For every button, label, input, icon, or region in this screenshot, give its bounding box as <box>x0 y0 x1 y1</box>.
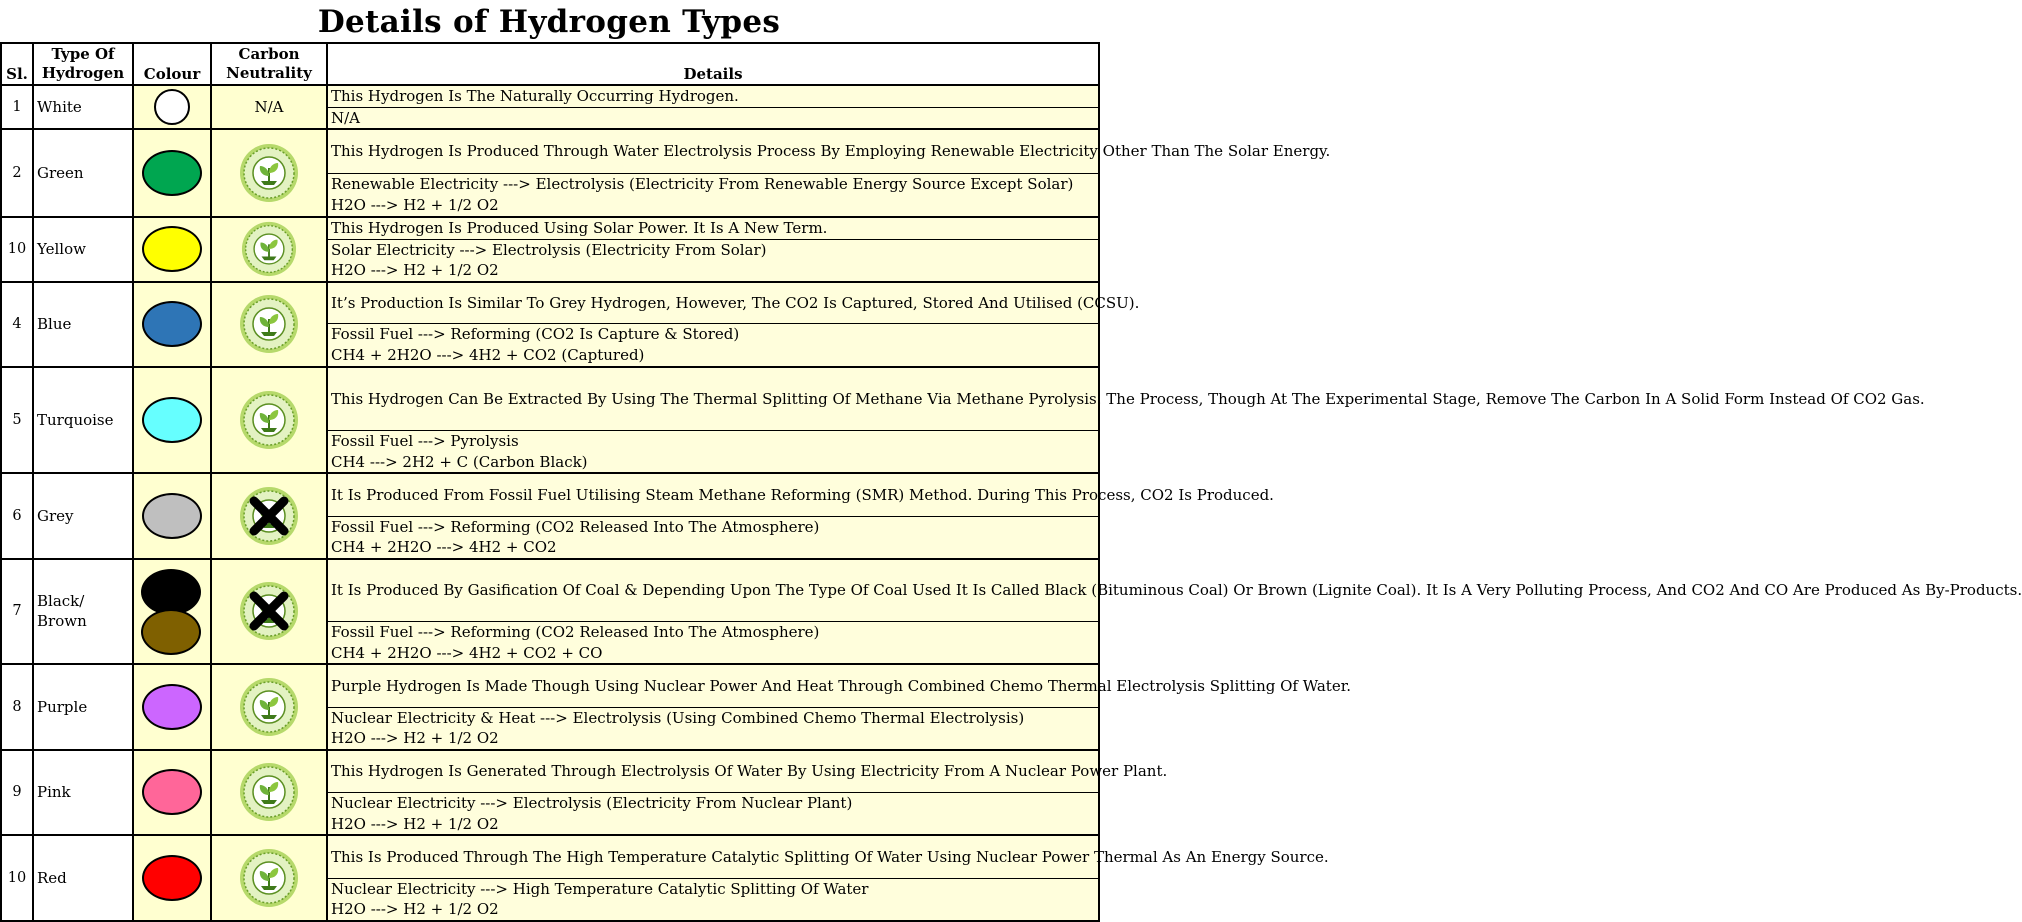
header-neutrality-line2: Neutrality <box>226 64 312 82</box>
neutrality-cell <box>211 559 327 665</box>
colour-swatch-cell <box>133 282 211 367</box>
header-type <box>33 43 133 85</box>
row-equation: CH4 ---> 2H2 + C (Carbon Black) <box>331 452 588 471</box>
table-row <box>1 367 1099 431</box>
row-type: Green <box>33 129 133 217</box>
row-equation: CH4 + 2H2O ---> 4H2 + CO2 <box>331 538 557 556</box>
colour-dot <box>142 855 202 901</box>
neutrality-cell <box>211 664 327 750</box>
carbon-neutral-badge-icon <box>239 390 299 450</box>
colour-swatch-cell <box>133 473 211 559</box>
page-title: Details of Hydrogen Types <box>317 4 781 40</box>
neutrality-cell <box>211 367 327 474</box>
row-process: Fossil Fuel ---> Reforming (CO2 Released Into The Atmosphere) <box>331 623 820 641</box>
row-sl: 7 <box>1 559 33 665</box>
header-colour: Colour <box>133 43 211 85</box>
colour-swatch-cell <box>133 559 211 665</box>
colour-dot <box>142 150 202 196</box>
neutrality-cell <box>211 282 327 367</box>
row-process: Nuclear Electricity & Heat ---> Electrolysis (Using Combined Chemo Thermal Electrolysis) <box>331 708 1025 727</box>
table-row <box>1 129 1099 173</box>
row-equation: H2O ---> H2 + 1/2 O2 <box>331 900 499 918</box>
row-type: Pink <box>33 750 133 836</box>
table-row <box>1 559 1099 622</box>
row-equation: H2O ---> H2 + 1/2 O2 <box>331 729 499 747</box>
row-equation: CH4 + 2H2O ---> 4H2 + CO2 (Captured) <box>331 345 645 364</box>
row-type: Yellow <box>33 217 133 282</box>
row-type: Turquoise <box>33 367 133 474</box>
carbon-neutral-badge-icon <box>239 143 299 203</box>
row-equation: CH4 + 2H2O ---> 4H2 + CO2 + CO <box>331 643 603 662</box>
not-carbon-neutral-badge-icon <box>239 581 299 641</box>
colour-dot <box>142 493 202 539</box>
row-process: N/A <box>327 107 1099 129</box>
row-sl: 8 <box>1 664 33 750</box>
row-sl: 10 <box>1 217 33 282</box>
table-row <box>1 282 1099 324</box>
row-equation: H2O ---> H2 + 1/2 O2 <box>331 195 499 214</box>
row-process: Fossil Fuel ---> Reforming (CO2 Is Capture & Stored) <box>331 325 740 344</box>
row-process: Renewable Electricity ---> Electrolysis (Electricity From Renewable Energy Source Except Solar) <box>331 175 1074 194</box>
row-sl: 5 <box>1 367 33 474</box>
neutrality-cell <box>211 750 327 836</box>
colour-swatch-cell <box>133 367 211 474</box>
row-type-line2: Brown <box>37 612 87 631</box>
neutrality-text: N/A <box>211 85 327 129</box>
colour-swatch-cell <box>133 664 211 750</box>
carbon-neutral-badge-icon <box>239 848 299 908</box>
table-row <box>1 664 1099 707</box>
row-sl: 4 <box>1 282 33 367</box>
row-description: This Hydrogen Is Produced Using Solar Power. It Is A New Term. <box>327 217 1099 239</box>
table-row <box>1 217 1099 239</box>
carbon-neutral-badge-icon <box>239 762 299 822</box>
colour-dot <box>142 397 202 443</box>
colour-dot <box>154 89 190 125</box>
table-row <box>1 835 1099 878</box>
table-row <box>1 473 1099 516</box>
neutrality-cell <box>211 473 327 559</box>
colour-swatch-cell <box>133 85 211 129</box>
row-description: This Hydrogen Can Be Extracted By Using The Thermal Splitting Of Methane Via Methane Pyrolysis. The Process, Though At The Experimental Stage, Remove The Carbon In A Solid Form Instead Of CO2 Gas. <box>327 367 1099 431</box>
row-process: Solar Electricity ---> Electrolysis (Electricity From Solar) <box>331 240 767 259</box>
not-carbon-neutral-badge-icon <box>239 486 299 546</box>
carbon-neutral-badge-icon <box>239 677 299 737</box>
row-sl: 1 <box>1 85 33 129</box>
colour-swatch-cell <box>133 129 211 217</box>
row-type: Grey <box>33 473 133 559</box>
row-type: White <box>33 85 133 129</box>
row-description: This Hydrogen Is Generated Through Electrolysis Of Water By Using Electricity From A Nuclear Power Plant. <box>327 750 1099 793</box>
hydrogen-types-table <box>0 42 2022 922</box>
row-description: This Hydrogen Is The Naturally Occurring Hydrogen. <box>327 85 1099 107</box>
header-type-line2: Hydrogen <box>41 64 125 82</box>
row-type <box>33 559 133 665</box>
colour-swatch-cell <box>133 835 211 921</box>
header-details: Details <box>327 43 1099 85</box>
row-type: Purple <box>33 664 133 750</box>
row-sl: 9 <box>1 750 33 836</box>
colour-dot-brown <box>141 609 201 655</box>
row-description: It’s Production Is Similar To Grey Hydrogen, However, The CO2 Is Captured, Stored And Utilised (CCSU). <box>327 282 1099 324</box>
colour-swatch-cell <box>133 750 211 836</box>
carbon-neutral-badge-icon <box>241 221 297 277</box>
row-type-line1: Black/ <box>37 592 85 611</box>
row-process: Nuclear Electricity ---> Electrolysis (Electricity From Nuclear Plant) <box>331 794 853 812</box>
row-description: This Hydrogen Is Produced Through Water Electrolysis Process By Employing Renewable Electricity Other Than The Solar Energy. <box>327 129 1099 173</box>
header-neutrality <box>211 43 327 85</box>
row-process: Fossil Fuel ---> Reforming (CO2 Released Into The Atmosphere) <box>331 517 820 536</box>
row-description: It Is Produced From Fossil Fuel Utilising Steam Methane Reforming (SMR) Method. During This Process, CO2 Is Produced. <box>327 473 1099 516</box>
row-type: Red <box>33 835 133 921</box>
row-equation: H2O ---> H2 + 1/2 O2 <box>331 814 499 833</box>
row-type: Blue <box>33 282 133 367</box>
carbon-neutral-badge-icon <box>239 294 299 354</box>
colour-dot <box>142 769 202 815</box>
neutrality-cell <box>211 217 327 282</box>
row-sl: 2 <box>1 129 33 217</box>
header-sl: Sl. <box>1 43 33 85</box>
row-sl: 6 <box>1 473 33 559</box>
row-process: Fossil Fuel ---> Pyrolysis <box>331 432 519 450</box>
row-description: It Is Produced By Gasification Of Coal & Depending Upon The Type Of Coal Used It Is Called Black (Bituminous Coal) Or Brown (Lignite Coal). It Is A Very Polluting Process, And CO2 And CO Are Produced As By-Products. <box>327 559 1099 622</box>
colour-dot <box>142 684 202 730</box>
row-description: Purple Hydrogen Is Made Though Using Nuclear Power And Heat Through Combined Chemo Thermal Electrolysis Splitting Of Water. <box>327 664 1099 707</box>
colour-dot <box>142 226 202 272</box>
neutrality-cell <box>211 129 327 217</box>
colour-dot <box>142 301 202 347</box>
row-sl: 10 <box>1 835 33 921</box>
header-type-line1: Type Of <box>51 45 115 63</box>
row-equation: H2O ---> H2 + 1/2 O2 <box>331 261 499 279</box>
neutrality-cell <box>211 835 327 921</box>
header-neutrality-line1: Carbon <box>238 45 300 63</box>
table-row <box>1 85 1099 107</box>
row-description: This Is Produced Through The High Temperature Catalytic Splitting Of Water Using Nuclear Power Thermal As An Energy Source. <box>327 835 1099 878</box>
row-process: Nuclear Electricity ---> High Temperature Catalytic Splitting Of Water <box>331 879 869 898</box>
table-row <box>1 750 1099 793</box>
colour-swatch-cell <box>133 217 211 282</box>
